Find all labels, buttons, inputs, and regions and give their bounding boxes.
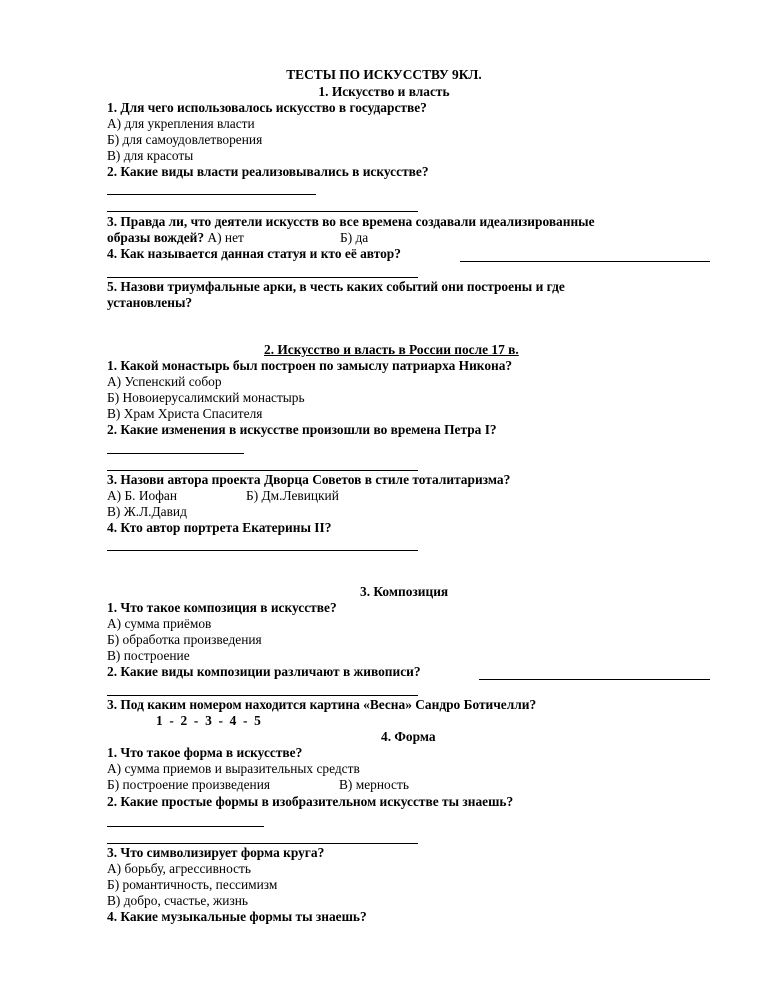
s2-q3-option-c: В) Ж.Л.Давид	[107, 504, 187, 519]
s4-q1-option-b: Б) построение произведения	[107, 777, 271, 792]
s2-question-4: 4. Кто автор портрета Екатерины II?	[107, 520, 332, 535]
section-2-heading: 2. Искусство и власть в России после 17 в.	[264, 342, 519, 357]
s3-question-3: 3. Под каким номером находится картина «Весна» Сандро Ботичелли?	[107, 697, 537, 712]
s4-question-4: 4. Какие музыкальные формы ты знаешь?	[107, 909, 367, 924]
answer-line	[460, 261, 710, 262]
answer-line	[107, 277, 418, 278]
s2-q1-option-b: Б) Новоиерусалимский монастырь	[107, 390, 305, 405]
answer-line	[107, 211, 418, 212]
s2-q1-option-a: А) Успенский собор	[107, 374, 222, 389]
s3-q1-option-c: В) построение	[107, 648, 190, 663]
s4-question-1: 1. Что такое форма в искусстве?	[107, 745, 303, 760]
answer-line	[107, 826, 264, 827]
answer-line	[107, 550, 418, 551]
s1-q1-option-a: А) для укрепления власти	[107, 116, 255, 131]
answer-line	[479, 679, 710, 680]
section-4-heading: 4. Форма	[381, 729, 436, 744]
s2-question-3: 3. Назови автора проекта Дворца Советов в стиле тоталитаризма?	[107, 472, 511, 487]
s3-q1-option-b: Б) обработка произведения	[107, 632, 262, 647]
answer-line	[107, 843, 418, 844]
section-3-heading: 3. Композиция	[360, 584, 449, 599]
s4-q3-option-a: А) борьбу, агрессивность	[107, 861, 252, 876]
answer-line	[107, 470, 418, 471]
s1-question-1: 1. Для чего использовалось искусство в государстве?	[107, 100, 427, 115]
s1-question-3-line-2	[107, 230, 244, 246]
s1-q3-option-a: А) нет	[207, 230, 244, 245]
s1-question-2: 2. Какие виды власти реализовывались в искусстве?	[107, 164, 429, 179]
s1-question-3-line-1: 3. Правда ли, что деятели искусств во все времена создавали идеализированные	[107, 214, 595, 229]
s2-q1-option-c: В) Храм Христа Спасителя	[107, 406, 263, 421]
answer-line	[107, 695, 418, 696]
s2-q3-option-b: Б) Дм.Левицкий	[246, 488, 339, 503]
s2-question-1: 1. Какой монастырь был построен по замыслу патриарха Никона?	[107, 358, 513, 373]
s4-question-2: 2. Какие простые формы в изобразительном искусстве ты знаешь?	[107, 794, 514, 809]
s1-q3-text: образы вождей?	[107, 230, 205, 245]
s1-q1-option-c: В) для красоты	[107, 148, 194, 163]
s2-question-2: 2. Какие изменения в искусстве произошли во времена Петра I?	[107, 422, 497, 437]
s1-q1-option-b: Б) для самоудовлетворения	[107, 132, 263, 147]
s4-q1-option-c: В) мерность	[339, 777, 409, 792]
s1-question-5-line-2: установлены?	[107, 295, 193, 310]
answer-line	[107, 453, 244, 454]
s1-q3-option-b: Б) да	[340, 230, 369, 245]
s4-q3-option-b: Б) романтичность, пессимизм	[107, 877, 278, 892]
document-title: ТЕСТЫ ПО ИСКУССТВУ 9КЛ.	[286, 67, 482, 82]
answer-line	[107, 194, 316, 195]
s3-q1-option-a: А) сумма приёмов	[107, 616, 212, 631]
s1-question-5-line-1: 5. Назови триумфальные арки, в честь каких событий они построены и где	[107, 279, 565, 294]
s1-question-4: 4. Как называется данная статуя и кто её автор?	[107, 246, 401, 261]
section-1-heading: 1. Искусство и власть	[318, 84, 450, 99]
s4-q3-option-c: В) добро, счастье, жизнь	[107, 893, 249, 908]
s2-q3-option-a: А) Б. Иофан	[107, 488, 178, 503]
s4-q1-option-a: А) сумма приемов и выразительных средств	[107, 761, 360, 776]
s3-question-2: 2. Какие виды композиции различают в живописи?	[107, 664, 421, 679]
s3-q3-number-options: 1 - 2 - 3 - 4 - 5	[156, 713, 261, 728]
s4-question-3: 3. Что символизирует форма круга?	[107, 845, 325, 860]
s3-question-1: 1. Что такое композиция в искусстве?	[107, 600, 337, 615]
